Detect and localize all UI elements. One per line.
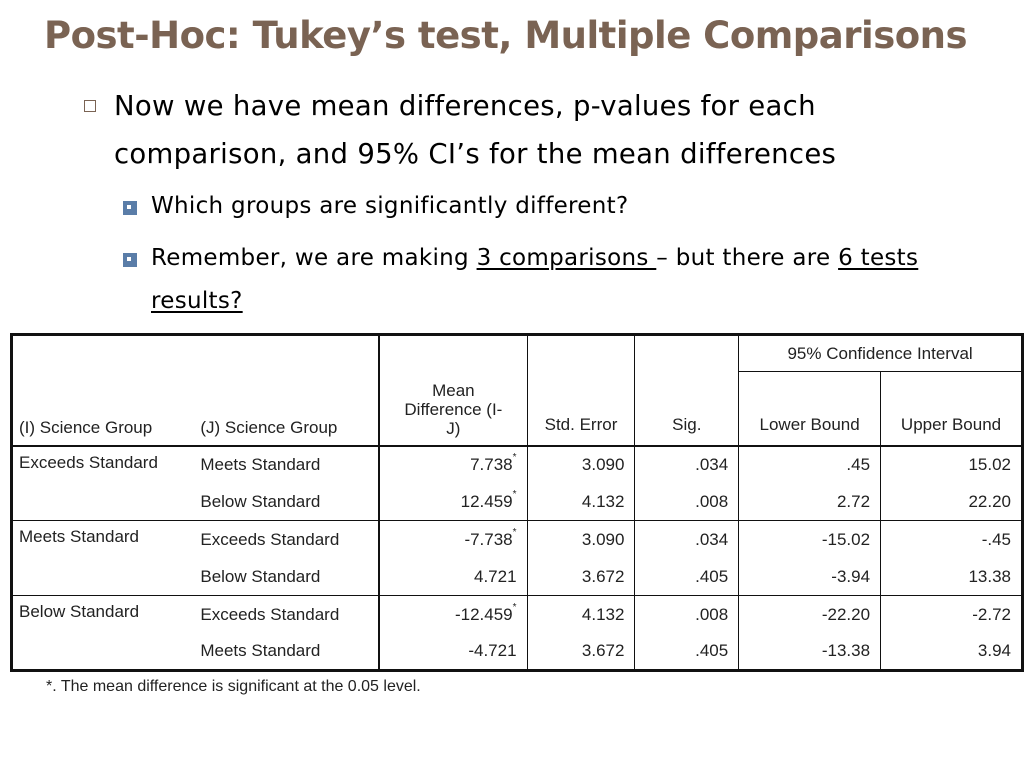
cell-lower: -13.38	[739, 634, 881, 671]
cell-lower: .45	[739, 446, 881, 484]
header-i-group: (I) Science Group	[12, 335, 195, 446]
cell-j-group: Exceeds Standard	[194, 596, 379, 634]
cell-upper: 22.20	[881, 484, 1023, 521]
bullet-main	[114, 82, 994, 178]
cell-j-group: Below Standard	[194, 559, 379, 596]
cell-sig: .008	[635, 484, 739, 521]
cell-upper: 3.94	[977, 641, 1011, 661]
cell-mean-diff: -4.721	[379, 634, 527, 671]
cell-i-group: Exceeds Standard	[12, 446, 195, 521]
sub-bullet-remember-underline2: 6 tests results?	[151, 245, 919, 314]
cell-mean-diff: 7.738*	[379, 446, 527, 484]
header-std-error: Std. Error	[527, 335, 635, 446]
header-lower-bound: Lower Bound	[739, 372, 881, 446]
header-ci: 95% Confidence Interval	[739, 335, 1023, 372]
square-bullet-icon	[84, 100, 96, 112]
cell-mean-diff: -12.459*	[379, 596, 527, 634]
cell-j-group: Exceeds Standard	[194, 521, 379, 559]
cell-i-group: Below Standard	[19, 602, 140, 621]
header-j-group: (J) Science Group	[194, 335, 379, 446]
bullet-main-text: Now we have mean differences, p-values for each comparison, and 95% CI’s for the mean differences	[114, 90, 837, 170]
cell-upper: 13.38	[881, 559, 1023, 596]
slide-title: Post-Hoc: Tukey’s test, Multiple Comparisons	[44, 14, 967, 57]
square-bullet-icon	[123, 253, 137, 267]
cell-std-error: 4.132	[527, 484, 635, 521]
table-row	[12, 596, 1023, 634]
cell-upper: -.45	[981, 529, 1011, 549]
cell-lower: 2.72	[739, 484, 881, 521]
square-bullet-icon	[123, 201, 137, 215]
header-mean-diff: Mean Difference (I-J)	[379, 335, 527, 446]
cell-std-error: 3.672	[527, 634, 635, 671]
cell-mean-diff: 12.459*	[379, 484, 527, 521]
tukey-table	[10, 333, 1024, 672]
header-upper-bound: Upper Bound	[881, 372, 1023, 446]
cell-lower: -3.94	[739, 559, 881, 596]
cell-std-error: 4.132	[527, 596, 635, 634]
table-row	[12, 521, 1023, 559]
cell-upper: -2.72	[972, 604, 1011, 624]
cell-lower: -15.02	[739, 521, 881, 559]
cell-i-group: Meets Standard	[12, 521, 195, 596]
cell-lower: -22.20	[739, 596, 881, 634]
sub-bullet-remember-underline1: 3 comparisons	[476, 245, 657, 271]
cell-j-group: Meets Standard	[194, 446, 379, 484]
sub-bullet-question	[151, 185, 971, 228]
cell-sig: .008	[635, 596, 739, 634]
cell-upper: 15.02	[968, 455, 1011, 474]
cell-std-error: 3.090	[527, 446, 635, 484]
cell-sig: .405	[635, 634, 739, 671]
sub-bullet-remember-part2: – but there are	[656, 245, 839, 271]
table-footnote: *. The mean difference is significant at the 0.05 level.	[46, 678, 421, 695]
sub-bullet-question-text: Which groups are significantly different?	[151, 193, 629, 219]
cell-std-error: 3.090	[527, 521, 635, 559]
cell-mean-diff: -7.738*	[379, 521, 527, 559]
cell-j-group: Meets Standard	[194, 634, 379, 671]
cell-j-group: Below Standard	[194, 484, 379, 521]
cell-std-error: 3.672	[527, 559, 635, 596]
sub-bullet-remember-part1: Remember, we are making	[151, 245, 477, 271]
sub-bullet-remember	[151, 237, 971, 323]
cell-sig: .034	[635, 446, 739, 484]
cell-sig: .034	[635, 521, 739, 559]
header-sig: Sig.	[635, 335, 739, 446]
cell-sig: .405	[635, 559, 739, 596]
cell-mean-diff: 4.721	[379, 559, 527, 596]
table-row	[12, 446, 1023, 484]
